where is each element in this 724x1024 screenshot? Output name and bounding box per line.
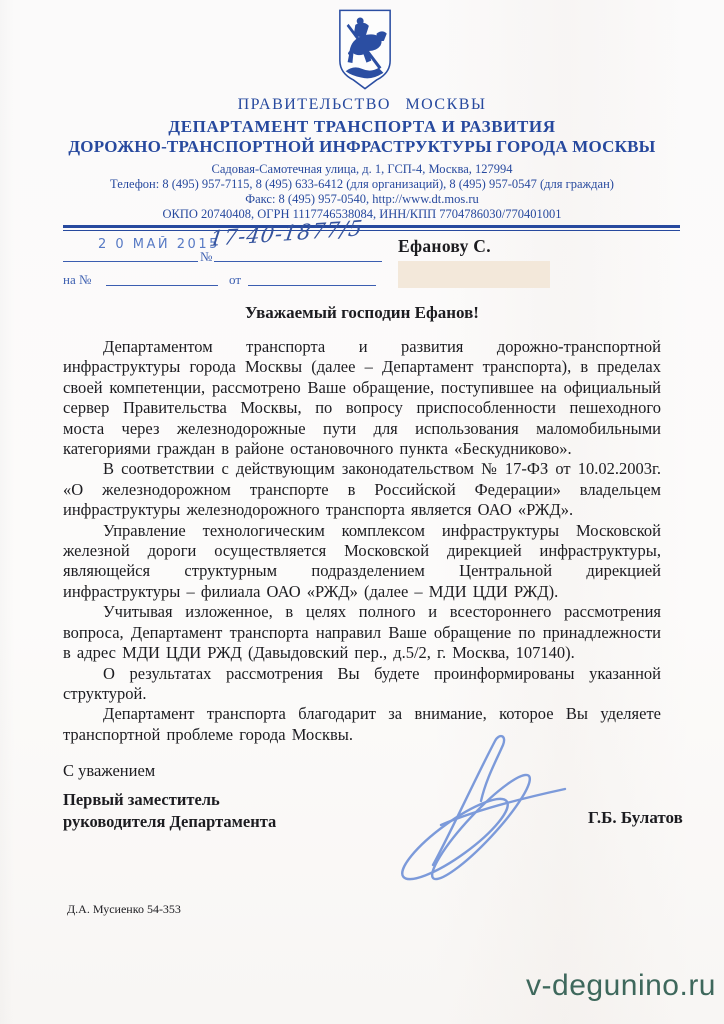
signer-title-line1: Первый заместитель [63,790,220,809]
closing-phrase: С уважением [63,761,156,780]
paragraph: О результатах рассмотрения Вы будете проинформированы указанной структурой. [63,663,661,703]
on-number-underline [106,285,218,286]
paragraph: Департамент транспорта благодарит за внимание, которое Вы уделяете транспортной проблеме города Москвы. [63,704,661,744]
site-watermark: v-degunino.ru [526,969,716,1002]
from-underline [248,285,376,286]
signer-title-line2: руководителя Департамента [63,811,277,831]
registration-codes-line: ОКПО 20740408, ОГРН 1117746538084, ИНН/КПП 7704786030/770401001 [162,207,562,221]
government-title: ПРАВИТЕЛЬСТВО МОСКВЫ [237,96,487,113]
letter-body [63,337,661,745]
date-underline [63,261,198,262]
recipient-name: Ефанову С. [398,236,491,256]
number-underline [214,261,382,262]
redacted-area [398,261,550,288]
department-name-line2: ДОРОЖНО-ТРАНСПОРТНОЙ ИНФРАСТРУКТУРЫ ГОРОДА МОСКВЫ [68,137,656,156]
paragraph: Управление технологическим комплексом инфраструктуры Московской железной дороги осуществляется Московской дирекцией инфраструктуры, являющейся структурным подразделением Центральной дирекцией инфраструктуры – филиала ОАО «РЖД» (далее – МДИ ЦДИ РЖД). [63,520,661,601]
date-stamp: 2 0 МАЙ 2015 [98,237,220,252]
signer-name: Г.Б. Булатов [588,808,683,827]
postal-address: Садовая-Самотечная улица, д. 1, ГСП-4, Москва, 127994 [211,162,513,176]
paragraph: Департаментом транспорта и развития дорожно-транспортной инфраструктуры города Москвы (далее – Департамент транспорта), в пределах своей компетенции, рассмотрено Ваше обращение, поступившее на официальный сервер Правительства Москвы, по вопросу приспособленности пешеходного моста через железнодорожные пути для использования маломобильными категориями граждан в районе остановочного пункта «Бескудниково». [63,337,661,459]
signer-title [63,789,276,832]
from-label: от [229,272,242,287]
department-name-line1: ДЕПАРТАМЕНТ ТРАНСПОРТА И РАЗВИТИЯ [168,117,556,136]
executor-info: Д.А. Мусиенко 54-353 [67,902,181,916]
phone-line: Телефон: 8 (495) 957-7115, 8 (495) 633-6412 (для организаций), 8 (495) 957-0547 (для граждан) [110,177,614,191]
on-number-label: на № [63,272,92,287]
number-label: № [200,249,213,264]
moscow-coat-of-arms-icon [336,8,394,92]
fax-line: Факс: 8 (495) 957-0540, http://www.dt.mos.ru [245,192,479,206]
paragraph: Учитывая изложенное, в целях полного и всестороннего рассмотрения вопроса, Департамент транспорта направил Ваше обращение по принадлежности в адрес МДИ ЦДИ РЖД (Давыдовский пер., д.5/2, г. Москва, 107140). [63,602,661,663]
handwritten-signature [383,727,578,892]
salutation: Уважаемый господин Ефанов! [245,303,479,322]
handwritten-reference-number: 17-40-1877/5 [208,215,365,251]
paragraph: В соответствии с действующим законодательством № 17-ФЗ от 10.02.2003г. «О железнодорожном транспорте в Российской Федерации» владельцем инфраструктуры железнодорожного транспорта является ОАО «РЖД». [63,459,661,520]
